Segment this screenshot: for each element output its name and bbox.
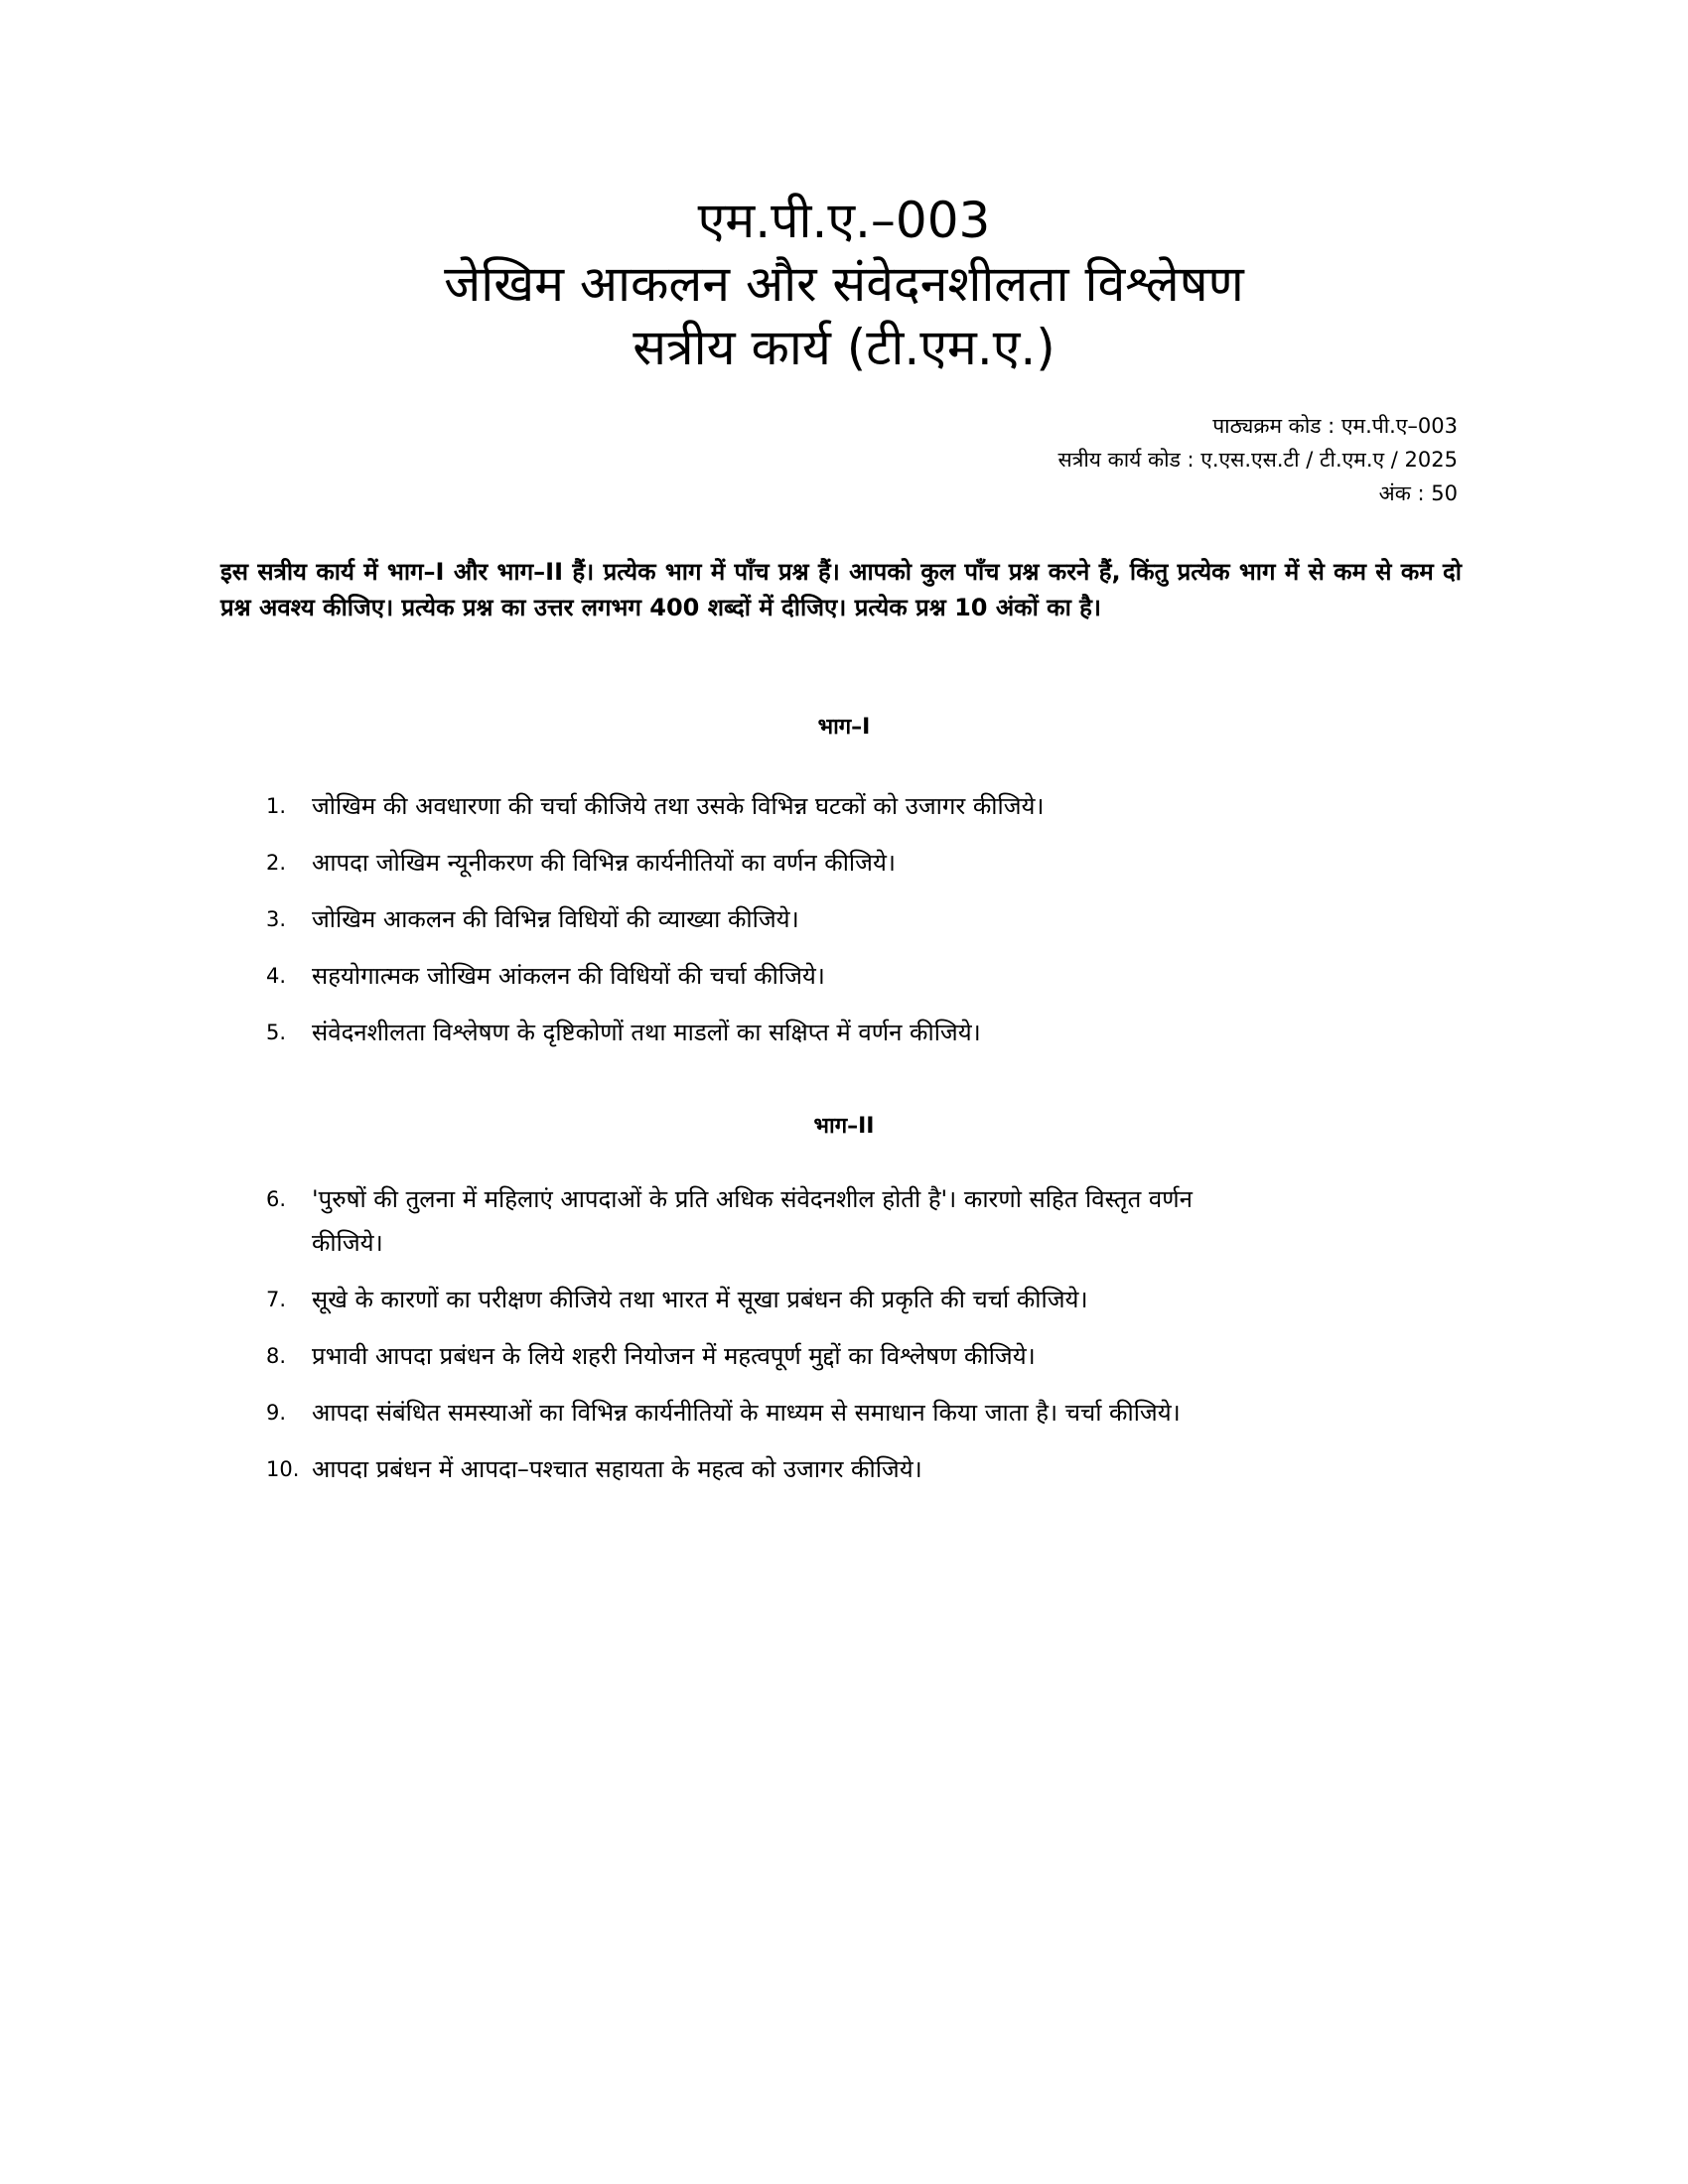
- question-item: [266, 897, 1438, 941]
- part-2-question-list: [266, 1177, 1418, 1504]
- question-item: [266, 784, 1438, 828]
- course-code: पाठ्यक्रम कोड : एम.पी.ए–003: [1212, 414, 1458, 438]
- part-1-heading: भाग–I: [817, 715, 871, 740]
- marks: अंक : 50: [1378, 481, 1458, 505]
- instructions: इस सत्रीय कार्य में भाग–I और भाग–II हैं। प्रत्येक भाग में पाँच प्रश्न हैं। आपको कुल पाँच प्रश्न करने हैं, किंतु प्रत्येक भाग में से कम से कम दो प्रश्न अवश्य कीजिए। प्रत्येक प्रश्न का उत्तर लगभग 400 शब्दों में दीजिए। प्रत्येक प्रश्न 10 अंकों का है।: [220, 558, 1462, 621]
- assignment-code: सत्रीय कार्य कोड : ए.एस.एस.टी / टी.एम.ए / 2025: [1057, 448, 1458, 472]
- part-1-question-list: [266, 784, 1438, 1067]
- assignment-title: सत्रीय कार्य (टी.एम.ए.): [633, 319, 1055, 376]
- question-number: 4.: [266, 964, 287, 988]
- question-item: [266, 841, 1438, 885]
- course-code-title: एम.पी.ए.–003: [697, 192, 991, 249]
- question-number: 7.: [266, 1288, 287, 1311]
- question-item: [266, 954, 1438, 998]
- question-number: 8.: [266, 1344, 287, 1368]
- question-text: आपदा संबंधित समस्याओं का विभिन्न कार्यनीतियों के माध्यम से समाधान किया जाता है। चर्चा कीजिये।: [312, 1399, 1181, 1427]
- question-number: 1.: [266, 794, 287, 818]
- question-text: आपदा प्रबंधन में आपदा–पश्चात सहायता के महत्व को उजागर कीजिये।: [312, 1455, 922, 1483]
- question-text: संवेदनशीलता विश्लेषण के दृष्टिकोणों तथा माडलों का सक्षिप्त में वर्णन कीजिये।: [312, 1019, 981, 1046]
- course-name-title: जेखिम आकलन और संवेदनशीलता विश्लेषण: [444, 255, 1244, 313]
- question-text: आपदा जोखिम न्यूनीकरण की विभिन्न कार्यनीतियों का वर्णन कीजिये।: [312, 849, 896, 877]
- question-number: 9.: [266, 1401, 287, 1425]
- question-text: प्रभावी आपदा प्रबंधन के लिये शहरी नियोजन में महत्वपूर्ण मुद्दों का विश्लेषण कीजिये।: [312, 1342, 1036, 1370]
- document-title: [0, 189, 1688, 379]
- question-item: [266, 1011, 1438, 1054]
- question-text: जोखिम की अवधारणा की चर्चा कीजिये तथा उसके विभिन्न घटकों को उजागर कीजिये।: [312, 792, 1045, 820]
- question-text: 'पुरुषों की तुलना में महिलाएं आपदाओं के प्रति अधिक संवेदनशील होती है'। कारणो सहित विस्तृत वर्णन कीजिये।: [312, 1185, 1193, 1257]
- question-item: [266, 1177, 1225, 1265]
- question-item: [266, 1391, 1424, 1434]
- question-number: 3.: [266, 907, 287, 931]
- question-number: 10.: [266, 1457, 300, 1481]
- question-text: सूखे के कारणों का परीक्षण कीजिये तथा भारत में सूखा प्रबंधन की प्रकृति की चर्चा कीजिये।: [312, 1286, 1088, 1313]
- question-item: [266, 1278, 1225, 1321]
- question-item: [266, 1334, 1418, 1378]
- part-2-heading: भाग–II: [813, 1114, 875, 1139]
- assignment-meta: [1058, 409, 1458, 510]
- question-item: [266, 1447, 1418, 1491]
- question-text: जोखिम आकलन की विभिन्न विधियों की व्याख्या कीजिये।: [312, 905, 799, 933]
- question-number: 2.: [266, 851, 287, 875]
- question-text: सहयोगात्मक जोखिम आंकलन की विधियों की चर्चा कीजिये।: [312, 962, 825, 990]
- question-number: 6.: [266, 1187, 287, 1211]
- question-number: 5.: [266, 1021, 287, 1044]
